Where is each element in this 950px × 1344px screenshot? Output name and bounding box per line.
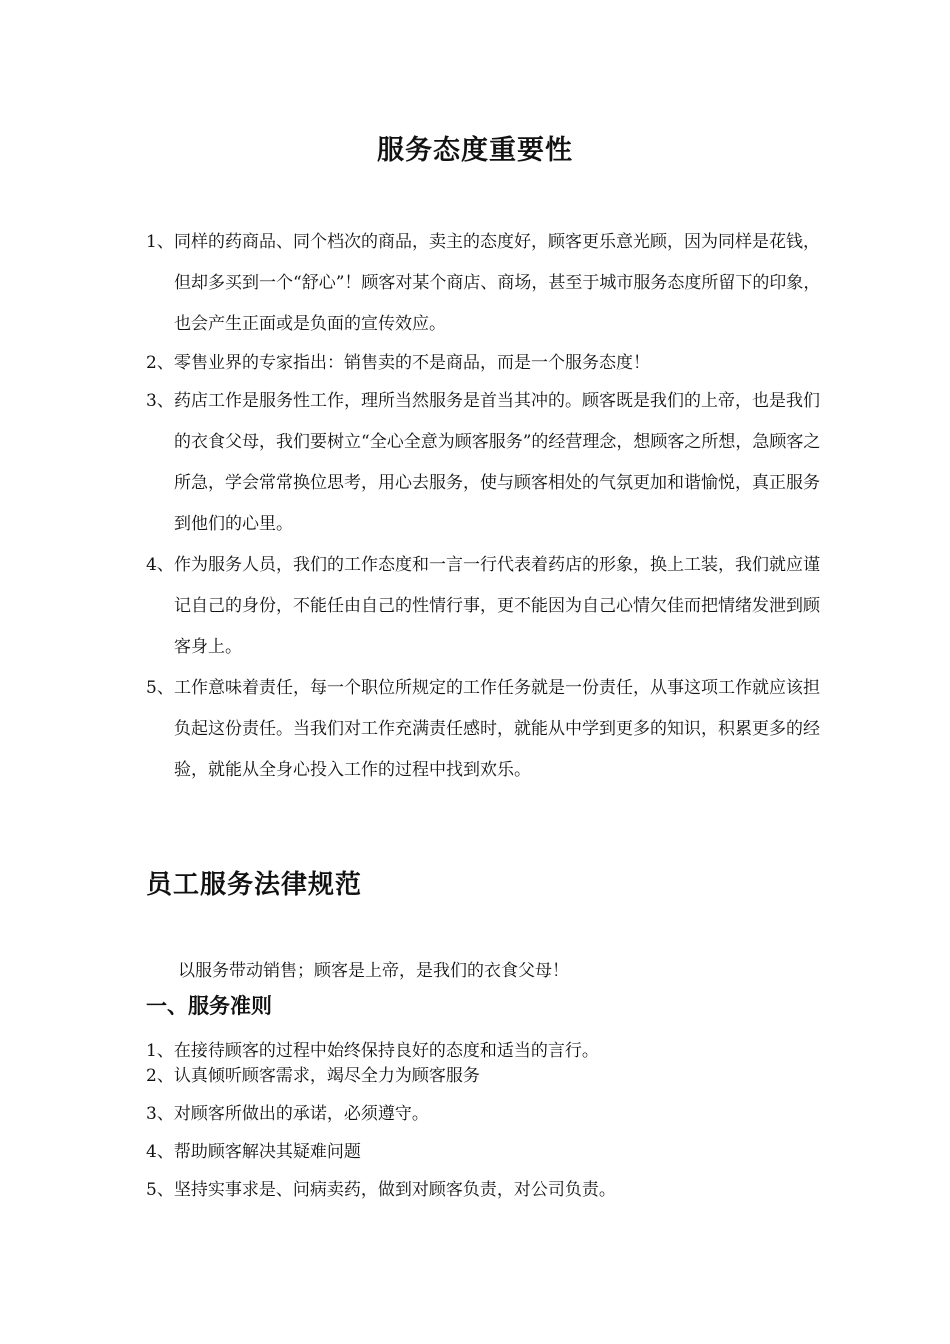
item-text: 药店工作是服务性工作，理所当然服务是首当其冲的。顾客既是我们的上帝，也是我们的衣食父母，我们要树立“全心全意为顾客服务”的经营理念，想顾客之所想，急顾客之所急，学会常常换位思考，用心去服务，使与顾客相处的气氛更加和谐愉悦，真正服务到他们的心里。: [174, 391, 821, 534]
item-number: 5、: [146, 678, 174, 698]
list-item: [146, 545, 826, 668]
slogan: 以服务带动销售；顾客是上帝，是我们的衣食父母！: [178, 961, 569, 981]
item-text: 零售业界的专家指出：销售卖的不是商品，而是一个服务态度！: [174, 353, 650, 373]
rule-item: 1、在接待顾客的过程中始终保持良好的态度和适当的言行。: [146, 1041, 599, 1061]
section-title: 员工服务法律规范: [146, 870, 363, 900]
rule-item: 5、坚持实事求是、问病卖药，做到对顾客负责，对公司负责。: [146, 1180, 616, 1200]
subheading: 一、服务准则: [146, 994, 272, 1018]
item-text: 作为服务人员，我们的工作态度和一言一行代表着药店的形象，换上工装，我们就应谨记自己的身份，不能任由自己的性情行事，更不能因为自己心情欠佳而把情绪发泄到顾客身上。: [174, 555, 820, 657]
item-number: 1、: [146, 232, 174, 252]
rule-item: 3、对顾客所做出的承诺，必须遵守。: [146, 1104, 429, 1124]
page-title: 服务态度重要性: [377, 135, 573, 166]
item-number: 4、: [146, 555, 174, 575]
item-number: 2、: [146, 353, 174, 373]
list-item: [146, 345, 826, 381]
importance-list: [146, 222, 826, 791]
rule-item: 2、认真倾听顾客需求，竭尽全力为顾客服务: [146, 1066, 480, 1086]
item-text: 同样的药商品、同个档次的商品，卖主的态度好，顾客更乐意光顾，因为同样是花钱，但却多买到一个“舒心”！顾客对某个商店、商场，甚至于城市服务态度所留下的印象，也会产生正面或是负面的宣传效应。: [174, 232, 821, 334]
item-number: 3、: [146, 391, 174, 411]
list-item: [146, 222, 826, 345]
item-text: 工作意味着责任，每一个职位所规定的工作任务就是一份责任，从事这项工作就应该担负起这份责任。当我们对工作充满责任感时，就能从中学到更多的知识，积累更多的经验，就能从全身心投入工作的过程中找到欢乐。: [174, 678, 820, 780]
list-item: [146, 668, 826, 791]
rule-item: 4、帮助顾客解决其疑难问题: [146, 1142, 361, 1162]
list-item: [146, 381, 826, 545]
